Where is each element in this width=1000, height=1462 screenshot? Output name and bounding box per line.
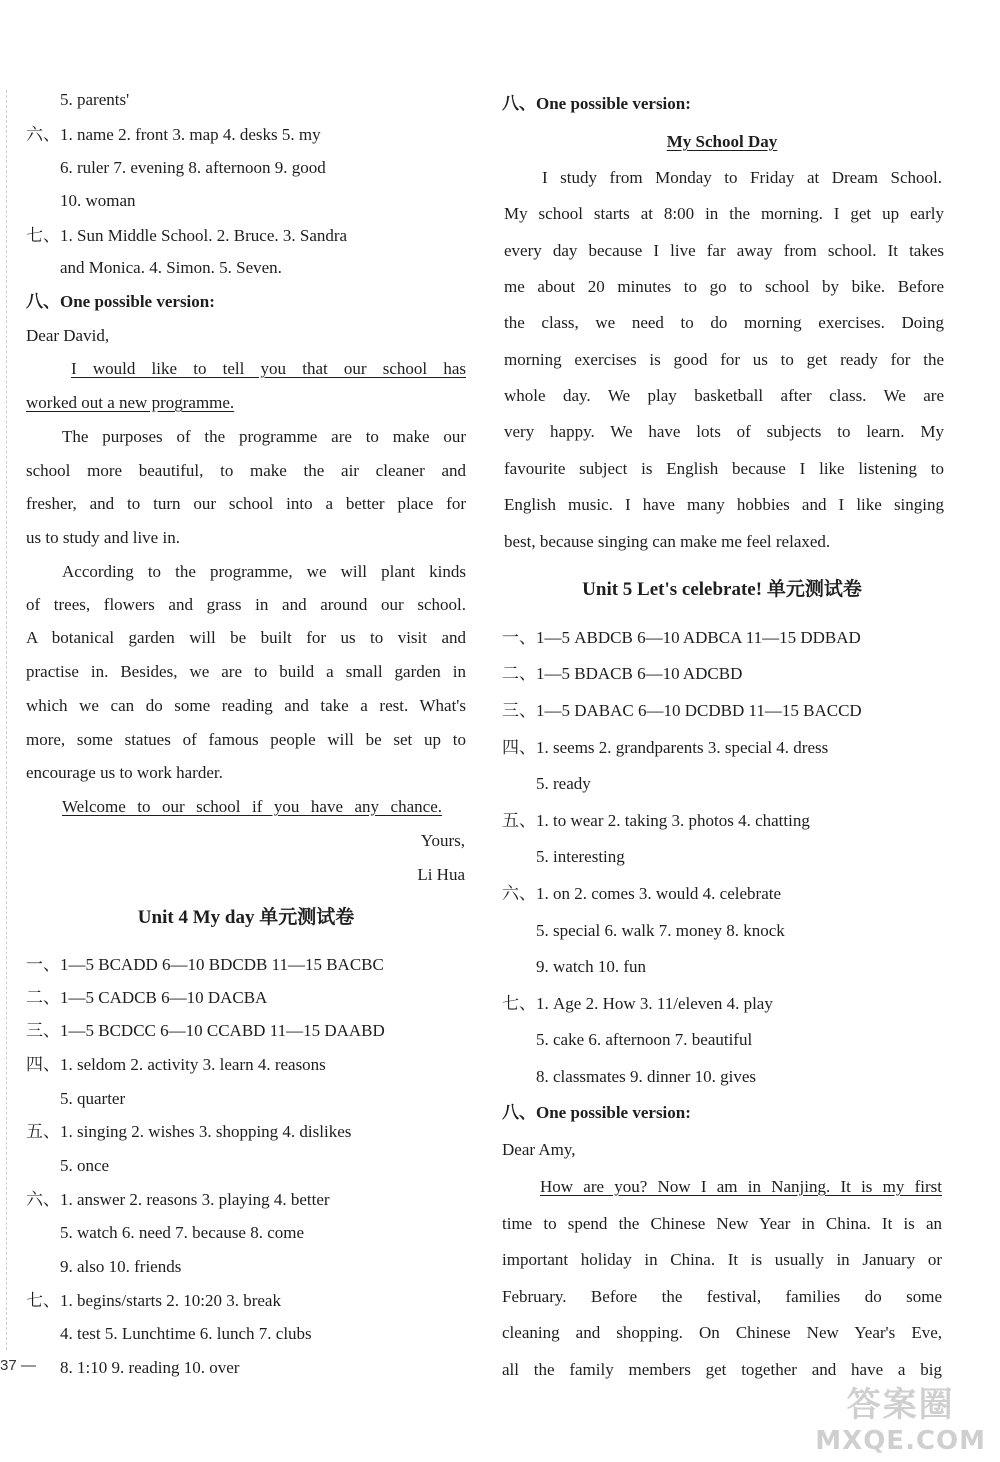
answer-line: 9. watch 10. fun: [536, 957, 647, 976]
answer-line: 6. ruler 7. evening 8. afternoon 9. good: [60, 158, 326, 177]
essay-line: encourage us to work harder.: [26, 763, 223, 782]
essay-line: every day because I live far away from school. It takes: [504, 241, 944, 260]
essay-line: favourite subject is English because I like listening to: [504, 459, 944, 478]
answer-line: 10. woman: [60, 191, 136, 210]
unit-title: Unit 5 Let's celebrate! 单元测试卷: [582, 579, 862, 600]
answer-line: 三、1—5 DABAC 6—10 DCDBD 11—15 BACCD: [502, 701, 862, 720]
section-heading: 八、One possible version:: [502, 1103, 691, 1122]
answer-line: 五、1. singing 2. wishes 3. shopping 4. dislikes: [26, 1122, 352, 1141]
answer-line: 七、1. Sun Middle School. 2. Bruce. 3. Sandra: [26, 226, 348, 245]
essay-line: A botanical garden will be built for us to visit and: [26, 628, 466, 647]
answer-line: 5. ready: [536, 774, 591, 793]
essay-line: all the family members get together and have a big: [502, 1360, 942, 1379]
essay-line: Welcome to our school if you have any chance.: [62, 797, 442, 816]
essay-line: fresher, and to turn our school into a better place for: [26, 494, 466, 513]
answer-line: 六、1. on 2. comes 3. would 4. celebrate: [502, 884, 782, 903]
answer-line: 5. parents': [60, 90, 130, 109]
essay-line: How are you? Now I am in Nanjing. It is my first: [540, 1177, 942, 1196]
margin-rule: [6, 90, 7, 1350]
essay-line: best, because singing can make me feel relaxed.: [504, 532, 831, 551]
essay-line: which we can do some reading and take a rest. What's: [26, 696, 466, 715]
essay-line: us to study and live in.: [26, 528, 180, 547]
answer-line: 5. once: [60, 1156, 110, 1175]
watermark-logo: [815, 1377, 986, 1456]
answer-line: 5. special 6. walk 7. money 8. knock: [536, 921, 785, 940]
essay-line: more, some statues of famous people will be set up to: [26, 730, 466, 749]
answer-line: 9. also 10. friends: [60, 1257, 182, 1276]
answer-line: 三、1—5 BCDCC 6—10 CCABD 11—15 DAABD: [26, 1021, 385, 1040]
answer-line: 六、1. name 2. front 3. map 4. desks 5. my: [26, 125, 321, 144]
essay-line: worked out a new programme.: [26, 393, 235, 412]
section-heading: 八、One possible version:: [26, 292, 215, 311]
essay-line: practise in. Besides, we are to build a small garden in: [26, 662, 466, 681]
letter-signature: Li Hua: [417, 865, 465, 884]
essay-line: According to the programme, we will plant kinds: [62, 562, 466, 581]
essay-line: The purposes of the programme are to make our: [62, 427, 466, 446]
essay-title: My School Day: [666, 132, 778, 151]
section-heading: 八、One possible version:: [502, 94, 691, 113]
answer-line: 一、1—5 ABDCB 6—10 ADBCA 11—15 DDBAD: [502, 628, 861, 647]
watermark-bottom: MXQE.COM: [815, 1426, 986, 1456]
answer-line: 8. classmates 9. dinner 10. gives: [536, 1067, 757, 1086]
answer-line: 六、1. answer 2. reasons 3. playing 4. better: [26, 1190, 330, 1209]
essay-line: My school starts at 8:00 in the morning. I get up early: [504, 204, 944, 223]
letter-salutation: Dear Amy,: [502, 1140, 576, 1159]
answer-line: and Monica. 4. Simon. 5. Seven.: [60, 258, 282, 277]
essay-line: of trees, flowers and grass in and around our school.: [26, 595, 466, 614]
answer-line: 四、1. seldom 2. activity 3. learn 4. reasons: [26, 1055, 326, 1074]
essay-line: February. Before the festival, families do some: [502, 1287, 942, 1306]
answer-line: 一、1—5 BCADD 6—10 BDCDB 11—15 BACBC: [26, 955, 384, 974]
essay-line: I study from Monday to Friday at Dream School.: [542, 168, 942, 187]
answer-line: 5. interesting: [536, 847, 625, 866]
answer-line: 4. test 5. Lunchtime 6. lunch 7. clubs: [60, 1324, 312, 1343]
essay-line: morning exercises is good for us to get ready for the: [504, 350, 944, 369]
answer-line: 5. quarter: [60, 1089, 126, 1108]
answer-line: 5. watch 6. need 7. because 8. come: [60, 1223, 305, 1242]
essay-line: I would like to tell you that our school has: [71, 359, 466, 378]
essay-line: me about 20 minutes to go to school by bike. Before: [504, 277, 944, 296]
answer-line: 五、1. to wear 2. taking 3. photos 4. chatting: [502, 811, 810, 830]
watermark-top: 答案圈: [846, 1385, 955, 1425]
essay-line: cleaning and shopping. On Chinese New Year's Eve,: [502, 1323, 942, 1342]
answer-line: 二、1—5 CADCB 6—10 DACBA: [26, 988, 268, 1007]
essay-line: time to spend the Chinese New Year in China. It is an: [502, 1214, 942, 1233]
essay-line: very happy. We have lots of subjects to learn. My: [504, 422, 944, 441]
answer-line: 5. cake 6. afternoon 7. beautiful: [536, 1030, 753, 1049]
answer-line: 四、1. seems 2. grandparents 3. special 4. dress: [502, 738, 829, 757]
essay-line: whole day. We play basketball after class. We are: [504, 386, 944, 405]
answer-line: 七、1. begins/starts 2. 10:20 3. break: [26, 1291, 281, 1310]
answer-line: 二、1—5 BDACB 6—10 ADCBD: [502, 664, 743, 683]
essay-line: important holiday in China. It is usually in January or: [502, 1250, 942, 1269]
essay-line: the class, we need to do morning exercises. Doing: [504, 313, 944, 332]
essay-line: school more beautiful, to make the air cleaner and: [26, 461, 466, 480]
letter-closing: Yours,: [420, 831, 465, 850]
page-number: 37 —: [0, 1357, 36, 1374]
essay-line: English music. I have many hobbies and I like singing: [504, 495, 944, 514]
unit-title: Unit 4 My day 单元测试卷: [137, 907, 355, 928]
answer-line: 8. 1:10 9. reading 10. over: [60, 1358, 240, 1377]
letter-salutation: Dear David,: [26, 326, 110, 345]
answer-line: 七、1. Age 2. How 3. 11/eleven 4. play: [502, 994, 773, 1013]
